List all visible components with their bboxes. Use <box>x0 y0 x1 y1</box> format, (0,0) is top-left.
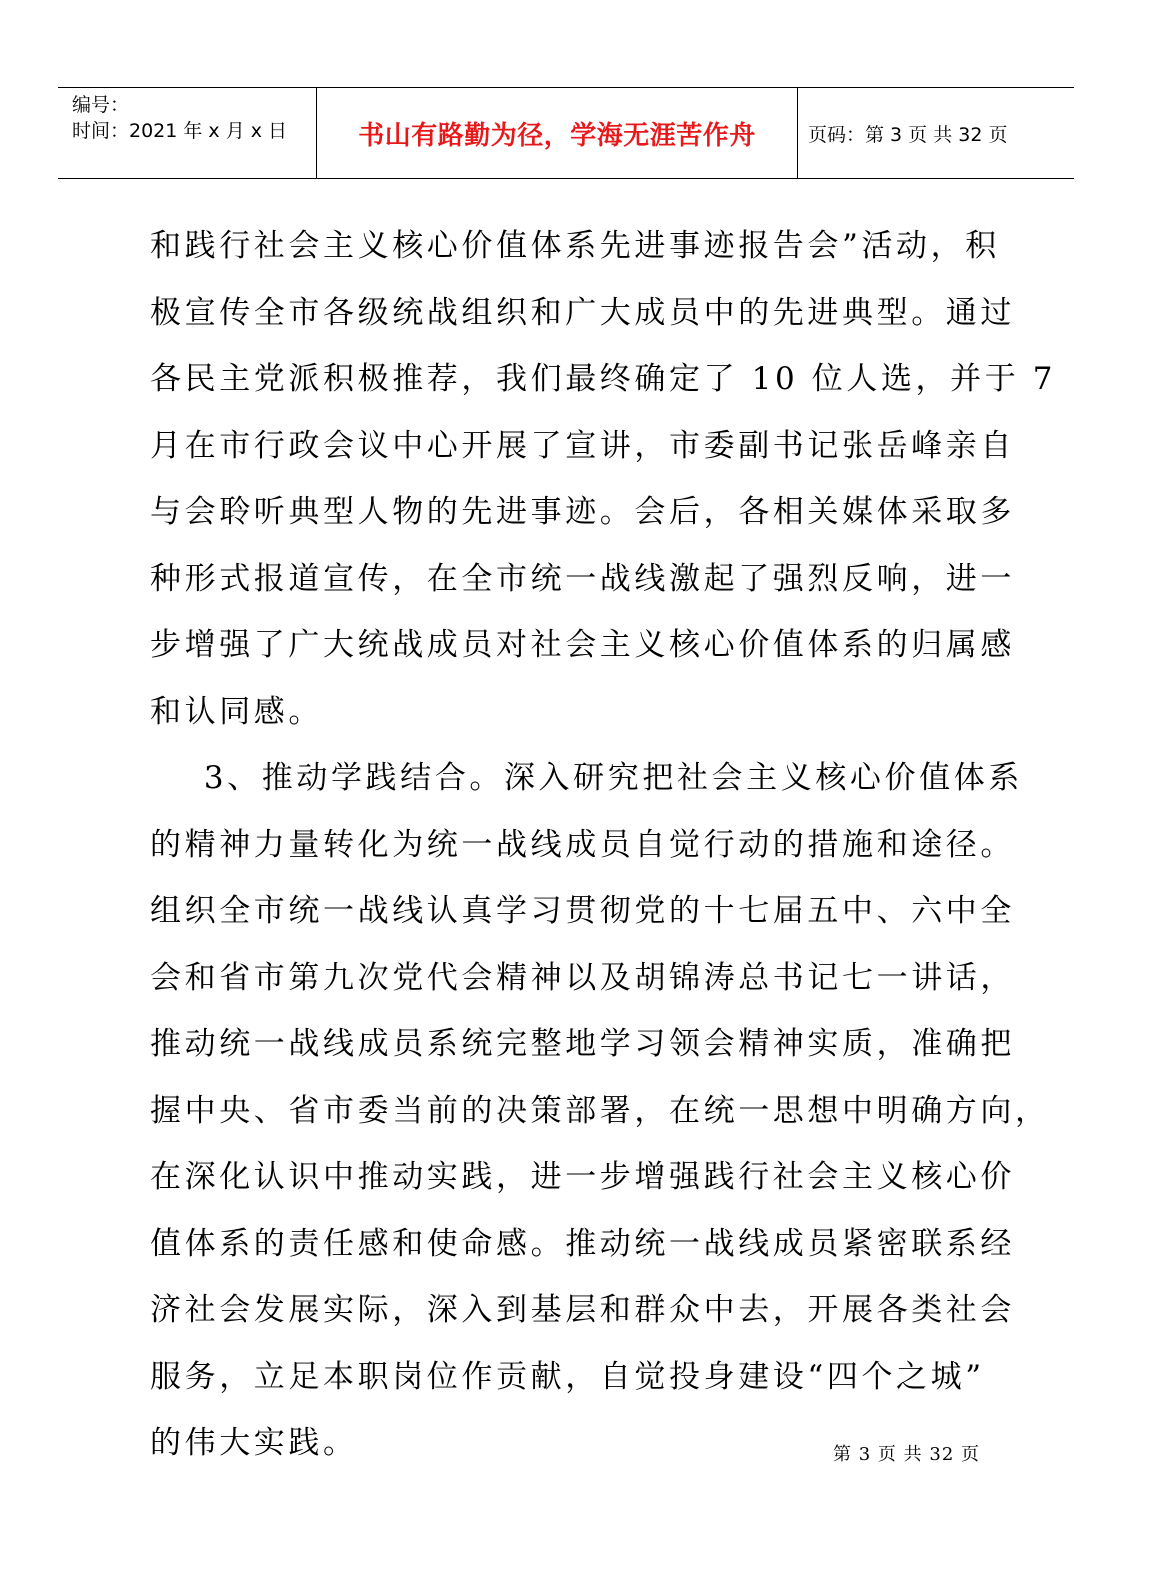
body-line: 种形式报道宣传，在全市统一战线激起了强烈反响，进一 <box>150 560 1015 597</box>
body-line: 组织全市统一战线认真学习贯彻党的十七届五中、六中全 <box>150 893 1015 929</box>
document-body <box>150 213 1057 1477</box>
body-line: 会和省市第九次党代会精神以及胡锦涛总书记七一讲话， <box>150 959 1015 996</box>
body-line: 和认同感。 <box>150 693 323 730</box>
header-page-cell <box>798 88 1074 178</box>
header-page-code: 页码：第 3 页 共 32 页 <box>808 123 1008 146</box>
body-line: 的精神力量转化为统一战线成员自觉行动的措施和途径。 <box>150 826 1015 863</box>
page-footer: 第 3 页 共 32 页 <box>833 1444 980 1465</box>
body-line: 各民主党派积极推荐，我们最终确定了 10 位人选，并于 7 <box>150 361 1057 397</box>
document-time-label: 时间：2021 年 x 月 x 日 <box>72 120 288 142</box>
header-meta-cell <box>58 88 317 178</box>
body-line: 服务，立足本职岗位作贡献，自觉投身建设“四个之城” <box>150 1358 985 1395</box>
body-line: 和践行社会主义核心价值体系先进事迹报告会”活动，积 <box>150 228 1000 264</box>
body-line: 济社会发展实际，深入到基层和群众中去，开展各类社会 <box>150 1292 1015 1328</box>
document-header <box>58 87 1074 179</box>
body-line: 值体系的责任感和使命感。推动统一战线成员紧密联系经 <box>150 1225 1015 1262</box>
body-line: 极宣传全市各级统战组织和广大成员中的先进典型。通过 <box>150 294 1015 331</box>
document-number-label: 编号： <box>72 94 130 116</box>
body-line: 握中央、省市委当前的决策部署，在统一思想中明确方向， <box>150 1092 1050 1129</box>
body-line: 推动统一战线成员系统完整地学习领会精神实质，准确把 <box>150 1026 1015 1062</box>
body-line: 与会聆听典型人物的先进事迹。会后，各相关媒体采取多 <box>150 494 1015 530</box>
header-motto-cell <box>317 88 798 178</box>
body-line: 月在市行政会议中心开展了宣讲，市委副书记张岳峰亲自 <box>150 427 1015 464</box>
body-line: 的伟大实践。 <box>150 1425 358 1461</box>
body-line: 3、推动学践结合。深入研究把社会主义核心价值体系 <box>150 760 1023 796</box>
body-line: 步增强了广大统战成员对社会主义核心价值体系的归属感 <box>150 627 1015 663</box>
header-motto: 书山有路勤为径，学海无涯苦作舟 <box>358 120 756 151</box>
body-line: 在深化认识中推动实践，进一步增强践行社会主义核心价 <box>150 1159 1015 1195</box>
